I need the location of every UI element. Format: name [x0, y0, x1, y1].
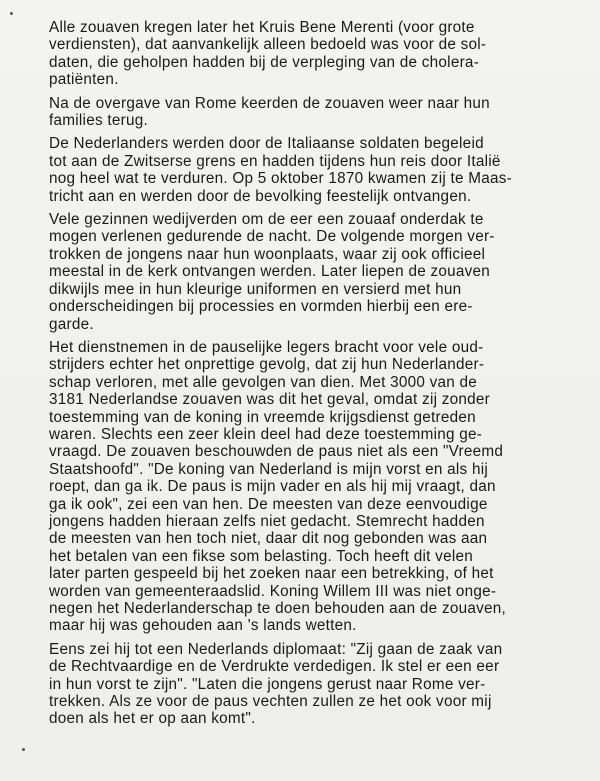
paragraph-kruis-bene-merenti: Alle zouaven kregen later het Kruis Bene Merenti (voor grote verdiensten), dat aanvankelijk alleen bedoeld was voor de sol- daten, die geholpen hadden bij de verpleging van de cholera- patiënten. — [49, 19, 487, 89]
paragraph-terugreis: De Nederlanders werden door de Italiaanse soldaten begeleid tot aan de Zwitserse grens en hadden tijdens hun reis door Italië nog heel wat te verduren. Op 5 oktober 1870 kwamen zij te Maas- tricht aan en werden door de bevolking feestelijk ontvangen. — [49, 135, 513, 205]
scan-speck — [22, 748, 25, 751]
paragraph-ontvangst: Vele gezinnen wedijverden om de eer een zouaaf onderdak te mogen verlenen gedurende de nacht. De volgende morgen ver- trokken de jongens naar hun woonplaats, waar zij ook officieel meestal in de kerk ontvangen werden. Later liepen de zouaven dikwijls mee in hun kleurige uniformen en versierd met hun onderscheidingen bij processies en vormden hierbij een ere- garde. — [49, 211, 495, 333]
paragraph-koning-willem: Eens zei hij tot een Nederlands diplomaat: "Zij gaan de zaak van de Rechtvaardige en de Verdrukte verdedigen. Ik stel er een eer in hun vorst te zijn". "Laten die jongens gerust naar Rome ver- trekken. Als ze voor de paus vechten zullen ze het ook voor mij doen als het er op aan komt". — [49, 640, 503, 728]
body-text — [49, 19, 569, 734]
paragraph-overgave-rome: Na de overgave van Rome keerden de zouaven weer naar hun families terug. — [49, 94, 490, 130]
scan-speck — [10, 12, 13, 15]
paragraph-nederlanderschap: Het dienstnemen in de pauselijke legers bracht voor vele oud- strijders echter het onprettige gevolg, dat zij hun Nederlander- schap verloren, met alle gevolgen van dien. Met 3000 van de 3181 Nederlandse zouaven was dit het geval, omdat zij zonder toestemming van de koning in vreemde krijgsdienst getreden waren. Slechts een zeer klein deel had deze toestemming ge- vraagd. De zouaven beschouwden de paus niet als een "Vreemd Staatshoofd". "De koning van Nederland is mijn vorst en als hij roept, dan ga ik. De paus is mijn vader en als hij mij vraagt, dan ga ik ook", zei een van hen. De meesten van deze eenvoudige jongens hadden hieraan zelfs niet gedacht. Stemrecht hadden de meesten van hen toch niet, daar dit nog gebonden was aan het betalen van een fikse som belasting. Toch heeft dit velen later parten gespeeld bij het zoeken naar een betrekking, of het worden van gemeenteraadslid. Koning Willem III was niet onge- negen het Nederlanderschap te doen behouden aan de zouaven, maar hij was gehouden aan 's lands wetten. — [49, 338, 507, 635]
